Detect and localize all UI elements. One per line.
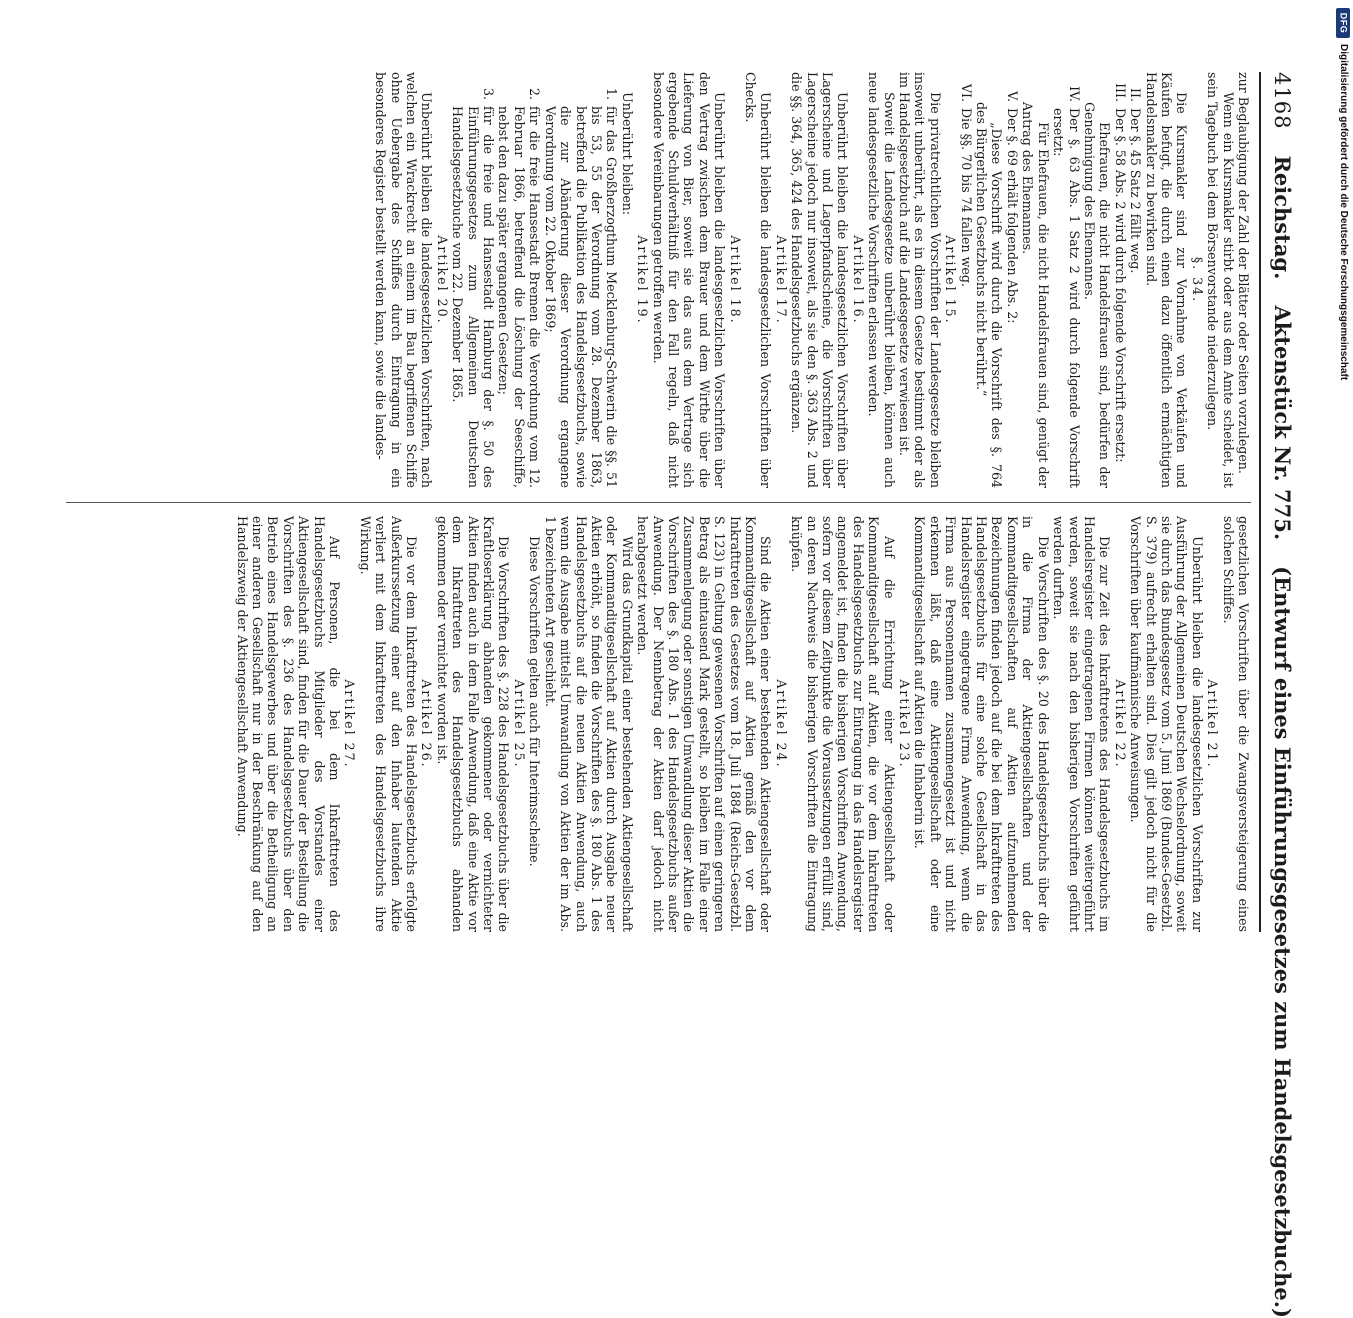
item-text: für die freie Hansestadt Bremen die Verordnung vom 12. Februar 1866, betreffend die Löschung der Seeschiffe, nebst den dazu später ergangenen Gesetzen;	[496, 106, 543, 488]
item-number: 3.	[481, 87, 497, 100]
article-heading: Artikel 20.	[434, 235, 450, 325]
item-text: für die freie und Hansestadt Hamburg der §. 50 des Einführungsgesetzes zum Allgemeinen Deutschen Handelsgesetzbuche vom 22. Dezember 1865.	[450, 106, 497, 488]
paragraph: Die Vorschriften des §. 228 des Handelsgesetzbuchs über die Kraftloserklärung abhanden gekommener oder vernichteter Aktien finden auch in dem Falle Anwendung, daß eine Aktie vor dem Inkrafttreten des Handelsgesetzbuchs abhanden gekommen oder vernichtet worden ist.	[434, 516, 512, 932]
header-title-left: Reichstag.	[1270, 155, 1295, 280]
article-heading: Artikel 15.	[943, 235, 959, 325]
article-heading: Artikel 18.	[727, 235, 743, 325]
item-text: Der §. 63 Abs. 1 Satz 2 wird durch folgende Vorschrift ersetzt:	[1051, 108, 1082, 488]
article-heading: Artikel 17.	[773, 235, 789, 325]
page-body	[60, 72, 1295, 1318]
credit-text: Digitalisierung gefördert durch die Deutsche Forschungsgemeinschaft	[1338, 44, 1349, 381]
item-text: für das Großherzogthum Mecklenburg-Schwerin die §§. 51 bis 53, 55 der Verordnung vom 28. Dezember 1863, betreffend die Publikation des Handelsgesetzbuchs, sowie die zur Abänderung dieser Verordnung ergangene Verordnung vom 22. Oktober 1869;	[542, 106, 620, 488]
paragraph: zur Beglaubigung der Zahl der Blätter oder Seiten vorzulegen.	[1236, 72, 1251, 474]
paragraph: Diese Vorschriften gelten auch für Interimsscheine.	[527, 536, 543, 867]
paragraph: Wird das Grundkapital einer bestehenden Aktiengesellschaft oder Kommanditgesellschaft auf Aktien durch Ausgabe neuer Aktien erhöht, so finden die Vorschriften des §. 180 Abs. 1 des Handelsgesetzbuchs auf die neuen Aktien Anwendung, auch wenn die Ausgabe mittelst Umwandlung von Aktien der im Abs. 1 bezeichneten Art geschieht.	[542, 516, 635, 932]
paragraph: Die privatrechtlichen Vorschriften der Landesgesetze bleiben insoweit unberührt, als es in diesem Gesetze bestimmt oder als im Handelsgesetzbuch auf die Landesgesetze verwiesen ist.	[897, 72, 943, 488]
article-heading: Artikel 24.	[773, 679, 789, 769]
quoted-provision: Für Ehefrauen, die nicht Handelsfrauen sind, genügt der Antrag des Ehemannes.	[1020, 102, 1051, 488]
header-title-right: (Entwurf eines Einführungsgesetzes zum Handelsgesetzbuche.)	[1270, 566, 1295, 1318]
list-item	[1005, 72, 1020, 488]
item-text: Die §§. 70 bis 74 fallen weg.	[958, 108, 974, 287]
article-heading: Artikel 21.	[1205, 679, 1221, 769]
paragraph: Unberührt bleiben die landesgesetzlichen Vorschriften über Checks.	[743, 72, 774, 488]
list-item	[1112, 72, 1127, 488]
item-number: VI.	[958, 83, 974, 102]
item-text: Der §. 58 Abs. 2 wird durch folgende Vorschrift ersetzt:	[1112, 108, 1128, 463]
page-header	[1265, 72, 1295, 1318]
header-rule	[1259, 72, 1261, 932]
quoted-provision: Ehefrauen, die nicht Handelsfrauen sind, bedürfen der Genehmigung des Ehemannes.	[1081, 102, 1113, 488]
paragraph: Auf Personen, die bei dem Inkrafttreten des Handelsgesetzbuchs Mitglieder des Vorstandes einer Aktiengesellschaft sind, finden für die Dauer der Bestellung die Vorschriften des §. 236 des Handelsgesetzbuchs über den Betrieb eines Handelsgewerbes und über die Betheiligung an einer anderen Gesellschaft nur in der Beschränkung auf den Handelszweig der Aktiengesellschaft Anwendung.	[234, 516, 343, 932]
paragraph: Sind die Aktien einer bestehenden Aktiengesellschaft oder Kommanditgesellschaft auf Aktien gemäß den vor dem Inkrafttreten des Gesetzes vom 18. Juli 1884 (Reichs-Gesetzbl. S. 123) in Geltung gewesenen Vorschriften auf einen geringeren Betrag als eintausend Mark gestellt, so bleiben im Falle einer Zusammenlegung oder sonstigen Umwandlung dieser Aktien die Vorschriften des §. 180 Abs. 1 des Handelsgesetzbuchs außer Anwendung. Der Nennbetrag der Aktien darf jedoch nicht herabgesetzt werden.	[635, 516, 774, 932]
list-item	[496, 72, 542, 488]
paragraph: Wenn ein Kursmakler stirbt oder aus dem Amte scheidet, ist sein Tagebuch bei dem Börsenvorstande niederzulegen.	[1205, 72, 1236, 488]
quoted-provision: „Diese Vorschrift wird durch die Vorschrift des §. 764 des Bürgerlichen Gesetzbuchs nicht berührt.“	[974, 102, 1005, 488]
paragraph: Unberührt bleiben die landesgesetzlichen Vorschriften, nach welchen ein Wrackrecht an einem im Bau begriffenen Schiffe ohne Uebergabe des Schiffes durch Eintragung in ein besonderes Register bestellt werden kann, sowie die landes-	[373, 72, 435, 488]
item-text: Der §. 69 erhält folgenden Abs. 2:	[1004, 108, 1020, 324]
article-heading: Artikel 19.	[635, 235, 651, 325]
paragraph: gesetzlichen Vorschriften über die Zwangsversteigerung eines solchen Schiffes.	[1220, 516, 1251, 932]
list-item	[958, 72, 973, 488]
digitization-credit	[1336, 8, 1350, 998]
dfg-logo-icon	[1336, 8, 1350, 38]
paragraph: Soweit die Landesgesetze unberührt bleiben, können auch neue landesgesetzliche Vorschriften erlassen werden.	[866, 72, 897, 488]
section-heading: §. 34.	[1189, 256, 1205, 304]
right-column	[66, 516, 1251, 932]
list-item	[542, 72, 619, 488]
article-heading: Artikel 26.	[419, 679, 435, 769]
article-heading: Artikel 23.	[897, 679, 913, 769]
header-title-mid: Aktenstück Nr. 775.	[1270, 305, 1295, 541]
paragraph: Auf die Errichtung einer Aktiengesellschaft oder Kommanditgesellschaft auf Aktien, die vor dem Inkrafttreten des Handelsgesetzbuchs zur Eintragung in das Handelsregister angemeldet ist, finden die bisherigen Vorschriften Anwendung, sofern vor diesem Zeitpunkte die Voraussetzungen erfüllt sind, an deren Nachweis die bisherigen Vorschriften die Eintragung knüpfen.	[789, 516, 897, 932]
paragraph: Die Vorschriften des §. 20 des Handelsgesetzbuchs über die in die Firma der Aktiengesellschaften und der Kommanditgesellschaften auf Aktien aufzunehmenden Bezeichnungen finden jedoch auf die bei dem Inkrafttreten des Handelsgesetzbuchs für eine solche Gesellschaft in das Handelsregister eingetragene Firma Anwendung, wenn die Firma aus Personennamen zusammengesetzt ist und nicht erkennen läßt, daß eine Aktiengesellschaft oder eine Kommanditgesellschaft auf Aktien die Inhaberin ist.	[912, 516, 1051, 932]
item-number: 1.	[604, 87, 620, 100]
article-heading: Artikel 25.	[511, 679, 527, 769]
item-number: 2.	[527, 87, 543, 100]
paragraph: Unberührt bleiben die landesgesetzlichen Vorschriften über den Vertrag zwischen dem Brauer und dem Wirthe über die Lieferung von Bier, soweit sie das aus dem Vertrage sich ergebende Schuldverhältniß für den Fall regeln, daß nicht besondere Vereinbarungen getroffen werden.	[650, 72, 728, 488]
article-heading: Artikel 27.	[342, 679, 358, 769]
column-divider	[66, 502, 1251, 503]
article-heading: Artikel 22.	[1112, 679, 1128, 769]
item-number: II.	[1128, 88, 1144, 102]
paragraph: Unberührt bleiben die landesgesetzlichen Vorschriften über Lagerscheine und Lagerpfandscheine, die Vorschriften über Lagerscheine jedoch nur insoweit, als sie den §. 363 Abs. 2 und die §§. 364, 365, 424 des Handelsgesetzbuchs ergänzen.	[789, 72, 851, 488]
dfg-logo-text: DFG	[1338, 12, 1348, 34]
left-column	[66, 72, 1251, 488]
list-item	[1051, 72, 1082, 488]
paragraph: Unberührt bleiben:	[619, 92, 635, 216]
paragraph: Die vor dem Inkrafttreten des Handelsgesetzbuchs erfolgte Außerkurssetzung einer auf den Inhaber lautenden Aktie verliert mit dem Inkrafttreten des Handelsgesetzbuchs ihre Wirkung.	[357, 516, 420, 932]
page-number: 4168	[1270, 72, 1294, 130]
paragraph: Die zur Zeit des Inkrafttretens des Handelsgesetzbuchs im Handelsregister eingetragenen Firmen können weitergeführt werden, soweit sie nach den bisherigen Vorschriften geführt werden durften.	[1051, 516, 1113, 932]
paragraph: Unberührt bleiben die landesgesetzlichen Vorschriften zur Ausführung der Allgemeinen Deutschen Wechselordnung, soweit sie durch das Bundesgesetz vom 5. Juni 1869 (Bundes-Gesetzbl. S. 379) aufrecht erhalten sind. Dies gilt jedoch nicht für die Vorschriften über kaufmännische Anweisungen.	[1128, 516, 1205, 932]
list-item	[450, 72, 496, 488]
item-number: V.	[1004, 91, 1020, 102]
item-number: IV.	[1066, 86, 1082, 102]
item-number: III.	[1112, 83, 1128, 102]
item-text: Der §. 45 Satz 2 fällt weg.	[1128, 108, 1144, 274]
article-heading: Artikel 16.	[850, 235, 866, 325]
list-item	[1128, 72, 1143, 488]
paragraph: Die Kursmakler sind zur Vornahme von Verkäufen und Käufen befugt, die durch einen dazu öffentlich ermächtigten Handelsmakler zu bewirken sind.	[1143, 72, 1190, 488]
